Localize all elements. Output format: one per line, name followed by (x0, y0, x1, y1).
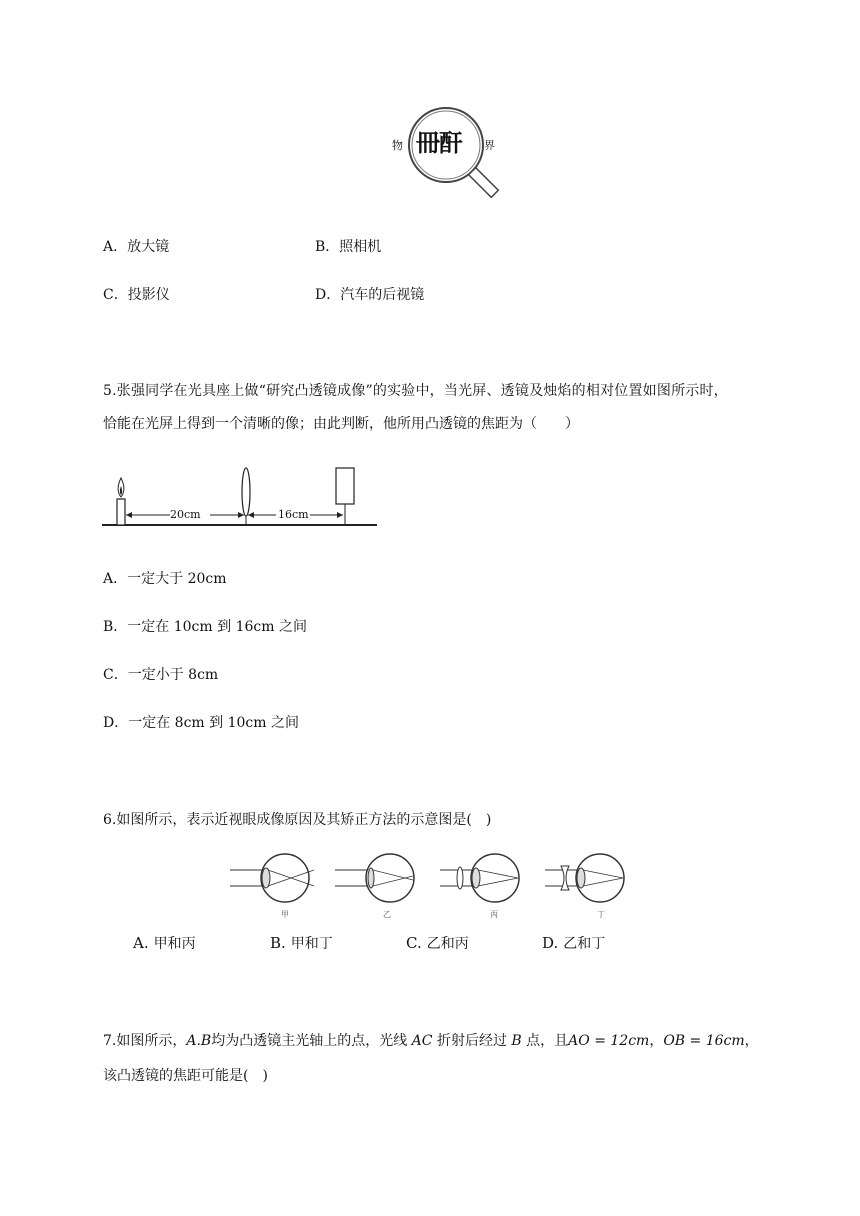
option-letter: A． (103, 571, 128, 587)
option-letter: B. (270, 934, 286, 952)
option-letter: D. (542, 934, 559, 952)
option-letter: C． (103, 667, 128, 683)
candle-icon (117, 478, 125, 525)
option-text: 一定大于 20cm (127, 571, 227, 587)
eye-label-bing: 丙 (490, 910, 498, 919)
q5-option-a[interactable] (103, 569, 227, 589)
magnifier-left-char: 物 (392, 139, 403, 152)
bench-distance-20cm: 20cm (170, 508, 201, 521)
eye-diagram-yi (335, 854, 414, 902)
magnifier-right-char: 界 (484, 139, 495, 152)
q5-stem-line2: 恰能在光屏上得到一个清晰的像；由此判断，他所用凸透镜的焦距为（ ） (103, 416, 579, 432)
q6-option-a[interactable] (133, 933, 196, 954)
q6-option-b[interactable] (270, 933, 333, 954)
eye-diagrams-figure (228, 850, 648, 925)
option-letter: B． (103, 619, 128, 635)
option-letter: B． (315, 239, 340, 255)
q4-option-a[interactable] (103, 237, 169, 257)
eye-label-jia: 甲 (281, 910, 289, 919)
eye-label-ding: 丁 (597, 910, 605, 919)
q4-option-b[interactable] (315, 237, 381, 257)
option-text: 放大镜 (127, 239, 170, 255)
option-text: 一定在 8cm 到 10cm 之间 (128, 715, 299, 731)
q6-stem: 6.如图所示，表示近视眼成像原因及其矫正方法的示意图是( ) (103, 812, 492, 828)
option-letter: D． (103, 715, 129, 731)
option-letter: C. (406, 934, 422, 952)
q4-option-c[interactable] (103, 285, 170, 305)
option-letter: A. (133, 934, 149, 952)
option-text: 照相机 (339, 239, 382, 255)
option-letter: A． (103, 239, 128, 255)
q7-stem-line2: 该凸透镜的焦距可能是( ) (103, 1068, 268, 1084)
option-letter: D． (315, 287, 341, 303)
q5-option-c[interactable] (103, 665, 218, 685)
eye-diagram-ding (545, 854, 624, 902)
q6-option-c[interactable] (406, 933, 469, 954)
option-text: 甲和丙 (153, 936, 196, 952)
option-text: 汽车的后视镜 (340, 287, 425, 303)
q6-option-d[interactable] (542, 933, 605, 954)
eye-diagram-bing (440, 854, 519, 902)
option-text: 一定在 10cm 到 16cm 之间 (127, 619, 307, 635)
option-text: 乙和丙 (426, 936, 469, 952)
eye-label-yi: 乙 (383, 910, 391, 919)
q4-option-d[interactable] (315, 285, 424, 305)
q5-stem-line1: 5.张强同学在光具座上做“研究凸透镜成像”的实验中，当光屏、透镜及烛焰的相对位置如图所示时， (103, 383, 728, 399)
option-text: 投影仪 (127, 287, 170, 303)
q7-stem-line1: 7.如图所示，A.B均为凸透镜主光轴上的点，光线 AC 折射后经过 B 点，且AO = 12cm，OB = 16cm， (103, 1033, 759, 1049)
q5-option-b[interactable] (103, 617, 307, 637)
bench-distance-16cm: 16cm (278, 508, 309, 521)
convex-lens-icon (242, 468, 250, 524)
option-letter: C． (103, 287, 128, 303)
eye-diagram-jia (230, 854, 314, 902)
optical-bench-figure (100, 462, 380, 532)
option-text: 乙和丁 (563, 936, 606, 952)
q5-option-d[interactable] (103, 713, 299, 733)
option-text: 甲和丁 (290, 936, 333, 952)
option-text: 一定小于 8cm (127, 667, 219, 683)
magnifier-inner-text: 冊酐 (416, 128, 462, 157)
